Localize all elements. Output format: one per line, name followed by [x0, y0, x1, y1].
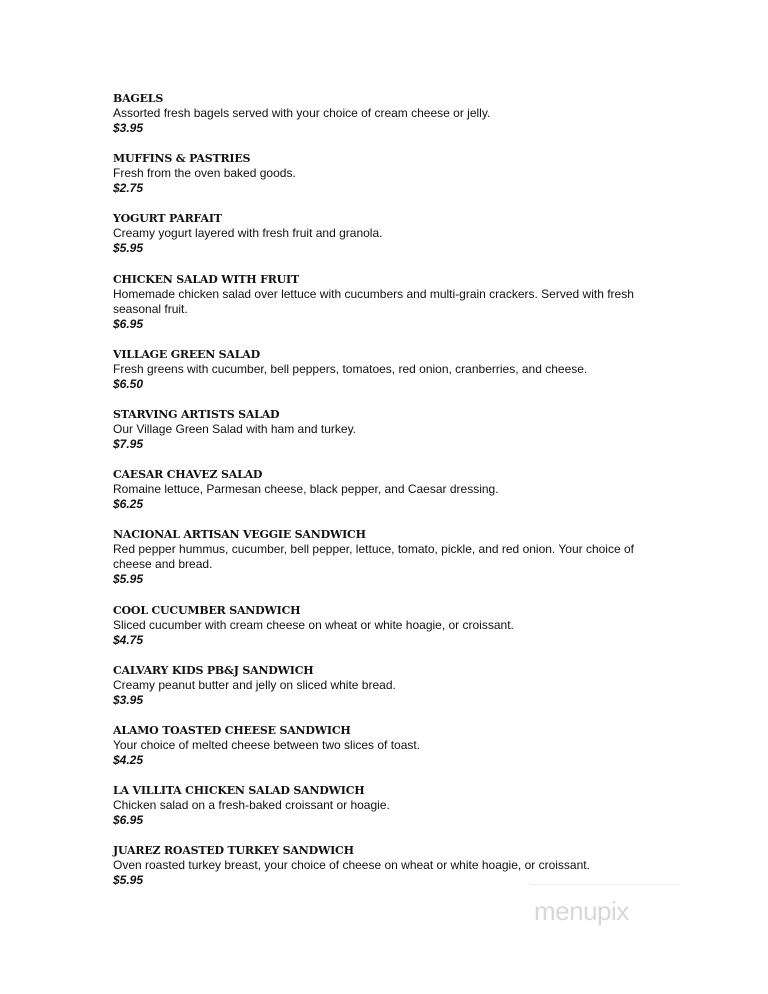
item-title: BAGELS [113, 92, 164, 105]
item-title: VILLAGE GREEN SALAD [113, 347, 260, 361]
item-description: Creamy yogurt layered with fresh fruit and granola. [113, 226, 383, 241]
menu-item [113, 407, 665, 452]
menu-item [113, 467, 665, 512]
item-description: Assorted fresh bagels served with your choice of cream cheese or jelly. [113, 106, 491, 120]
item-title: CALVARY KIDS PB&J SANDWICH [113, 663, 314, 677]
item-price: $6.50 [113, 376, 144, 391]
item-price: $4.25 [113, 752, 144, 767]
item-title: LA VILLITA CHICKEN SALAD SANDWICH [113, 784, 365, 798]
menu-item [113, 91, 665, 136]
item-price: $3.95 [113, 121, 144, 135]
item-title: NACIONAL ARTISAN VEGGIE SANDWICH [113, 528, 366, 542]
item-description: Romaine lettuce, Parmesan cheese, black pepper, and Caesar dressing. [113, 482, 499, 497]
menu-list [113, 91, 665, 903]
item-price: $6.25 [113, 497, 144, 512]
item-price: $5.95 [113, 241, 144, 256]
item-description: Fresh from the oven baked goods. [113, 166, 296, 181]
item-description: Chicken salad on a fresh-baked croissant or hoagie. [113, 798, 390, 813]
item-description: Homemade chicken salad over lettuce with cucumbers and multi-grain crackers. Served with fresh seasonal fruit. [113, 286, 634, 316]
item-title: YOGURT PARFAIT [113, 212, 222, 226]
item-price: $6.95 [113, 813, 144, 828]
menu-item [113, 663, 665, 708]
item-title: ALAMO TOASTED CHEESE SANDWICH [113, 723, 351, 737]
item-description: Fresh greens with cucumber, bell peppers, tomatoes, red onion, cranberries, and cheese. [113, 361, 588, 376]
menu-item [113, 723, 665, 768]
item-description: Creamy peanut butter and jelly on sliced white bread. [113, 677, 396, 692]
item-title: COOL CUCUMBER SANDWICH [113, 603, 301, 617]
menu-item [113, 843, 665, 888]
item-title: STARVING ARTISTS SALAD [113, 407, 280, 421]
item-price: $2.75 [113, 181, 144, 196]
watermark-logo: menupix [534, 896, 629, 926]
menu-item [113, 272, 665, 332]
item-title: JUAREZ ROASTED TURKEY SANDWICH [113, 844, 354, 858]
item-price: $5.95 [113, 873, 144, 888]
item-title: MUFFINS & PASTRIES [113, 152, 251, 166]
item-description: Oven roasted turkey breast, your choice of cheese on wheat or white hoagie, or croissant. [113, 858, 590, 873]
menu-item [113, 783, 665, 828]
item-title: CHICKEN SALAD WITH FRUIT [113, 272, 299, 286]
item-price: $6.95 [113, 316, 144, 331]
item-price: $3.95 [113, 692, 144, 707]
item-description: Your choice of melted cheese between two slices of toast. [113, 737, 421, 752]
menu-item [113, 603, 665, 648]
menu-item [113, 347, 665, 392]
item-price: $4.75 [113, 632, 144, 647]
item-price: $7.95 [113, 436, 144, 451]
item-price: $5.95 [113, 572, 144, 587]
item-description: Red pepper hummus, cucumber, bell pepper, lettuce, tomato, pickle, and red onion. Your choice of cheese and bread. [113, 542, 634, 572]
menu-item [113, 527, 665, 587]
watermark-line [530, 884, 680, 885]
item-description: Our Village Green Salad with ham and turkey. [113, 421, 357, 436]
item-description: Sliced cucumber with cream cheese on wheat or white hoagie, or croissant. [113, 617, 514, 632]
menu-item [113, 151, 665, 196]
item-title: CAESAR CHAVEZ SALAD [113, 468, 263, 482]
menu-item [113, 211, 665, 256]
